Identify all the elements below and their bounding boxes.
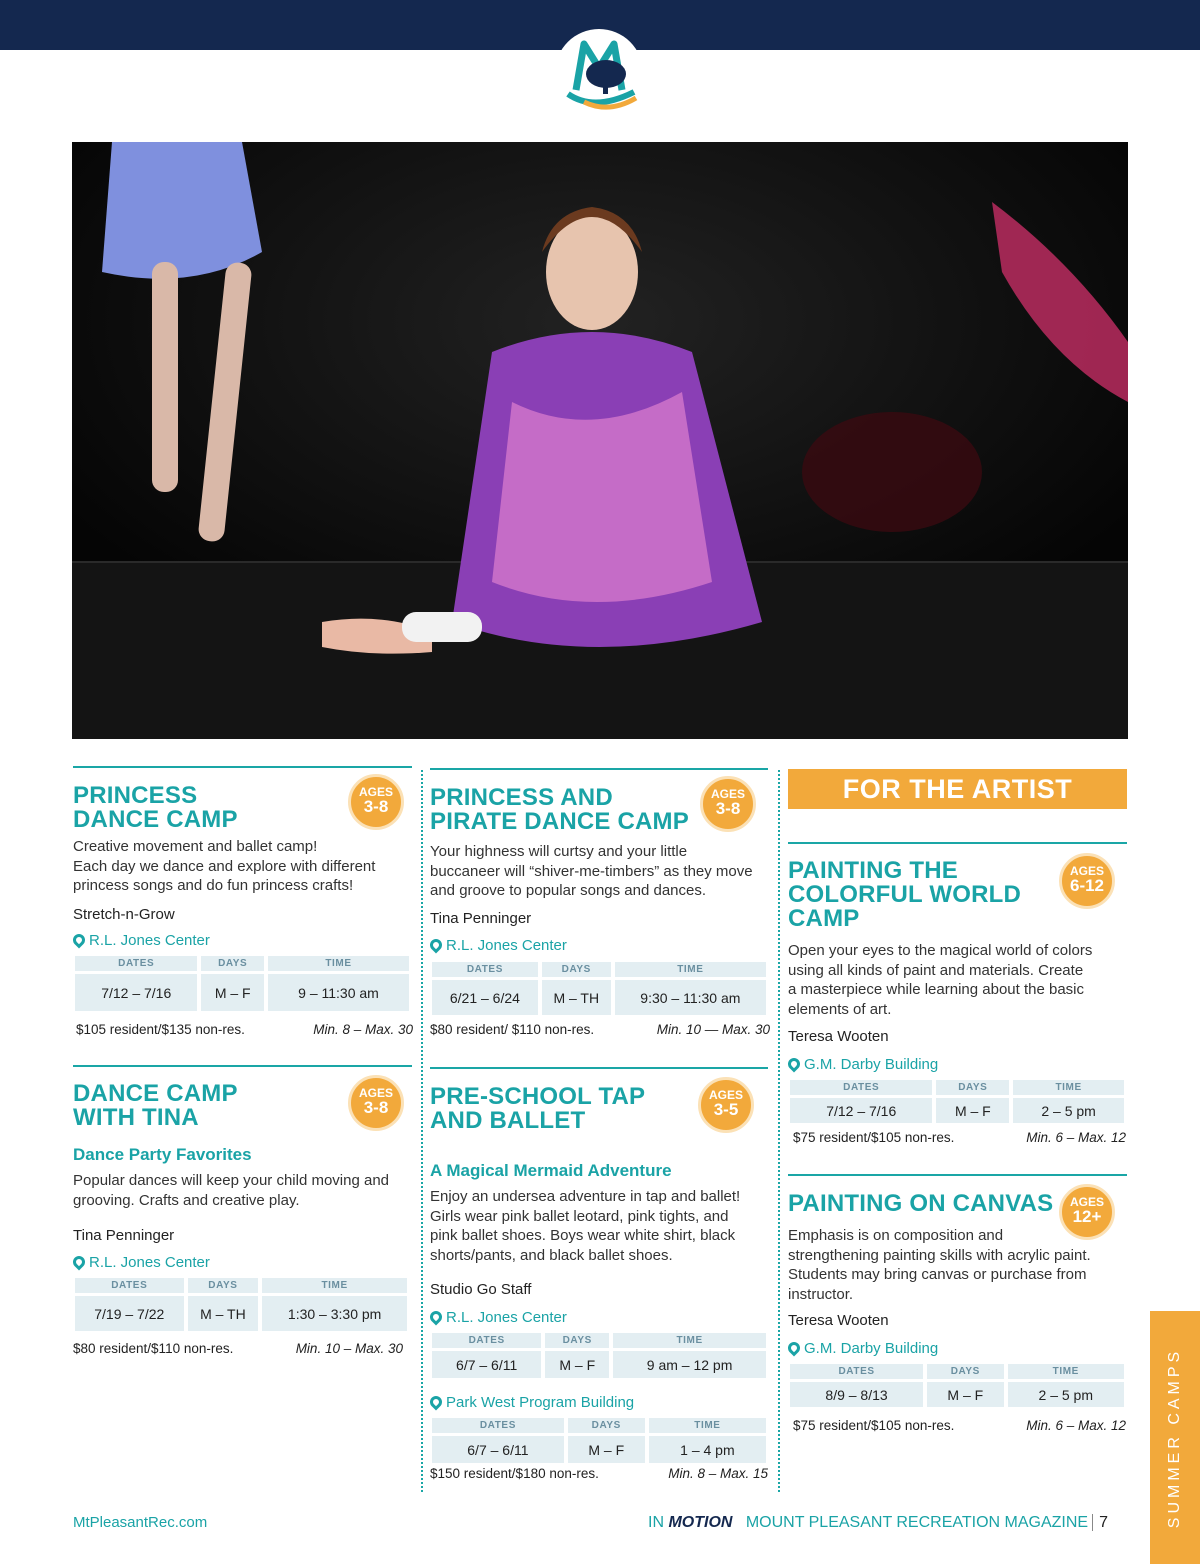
enrollment-limits: Min. 10 – Max. 30 [295,1341,403,1356]
location[interactable]: Park West Program Building [430,1394,634,1411]
section-banner-for-the-artist: FOR THE ARTIST [788,769,1127,809]
camp-description: Popular dances will keep your child moving and grooving. Crafts and creative play. [73,1172,390,1209]
camp-preschool-tap-ballet [430,1067,770,1487]
location-pin-icon [786,1340,803,1357]
schedule-table: DATES DAYS TIME 6/7 – 6/11 M – F 9 am – 12 pm [428,1333,770,1378]
instructor: Studio Go Staff [430,1281,532,1298]
location-pin-icon [71,932,88,949]
price: $80 resident/$110 non-res. [73,1341,234,1356]
instructor: Teresa Wooten [788,1028,889,1045]
camp-painting-colorful-world [788,842,1128,1152]
enrollment-limits: Min. 6 – Max. 12 [1026,1130,1126,1145]
ages-badge: AGES 6-12 [1059,853,1115,909]
website-link[interactable]: MtPleasantRec.com [73,1514,208,1531]
location[interactable]: R.L. Jones Center [73,932,210,949]
instructor: Teresa Wooten [788,1312,889,1329]
camp-title: PAINTING THE COLORFUL WORLD CAMP [788,857,1021,932]
schedule-table: DATES DAYS TIME 6/21 – 6/24 M – TH 9:30 – 11:30 am [428,962,770,1015]
instructor: Tina Penninger [430,910,532,927]
hero-photo [72,142,1128,739]
tree-logo [554,28,644,118]
instructor: Tina Penninger [73,1227,175,1244]
schedule-table: DATES DAYS TIME 6/7 – 6/11 M – F 1 – 4 pm [428,1418,770,1463]
column-divider-2 [778,770,780,1492]
price: $80 resident/ $110 non-res. [430,1022,595,1037]
price: $75 resident/$105 non-res. [793,1418,955,1433]
section-rule [73,1065,412,1067]
price: $105 resident/$135 non-res. [76,1022,245,1037]
ages-badge: AGES 3-8 [700,776,756,832]
ages-badge: AGES 3-8 [348,774,404,830]
camp-title: PRINCESS AND PIRATE DANCE CAMP [430,784,689,835]
price: $75 resident/$105 non-res. [793,1130,955,1145]
camp-title: PRINCESS DANCE CAMP [73,782,238,833]
camp-description: Enjoy an undersea adventure in tap and ballet! Girls wear pink ballet leotard, pink tights, and pink ballet shoes. Boys wear white shirt, black shorts/pants, and black ballet shoes. [430,1188,741,1264]
location[interactable]: G.M. Darby Building [788,1056,938,1073]
location-pin-icon [71,1254,88,1271]
location-pin-icon [786,1056,803,1073]
page-number: 7 [1092,1514,1108,1531]
camp-title: PAINTING ON CANVAS [788,1190,1054,1217]
section-tab-summer-camps: SUMMER CAMPS [1150,1311,1200,1564]
enrollment-limits: Min. 6 – Max. 12 [1026,1418,1126,1433]
camp-dance-with-tina [73,1065,413,1365]
location[interactable]: R.L. Jones Center [73,1254,210,1271]
camp-princess-dance [73,766,413,1056]
instructor: Stretch-n-Grow [73,906,175,923]
camp-title: DANCE CAMP WITH TINA [73,1080,238,1131]
camp-subtitle: A Magical Mermaid Adventure [430,1161,672,1180]
ages-badge: AGES 3-5 [698,1077,754,1133]
location-pin-icon [428,937,445,954]
camp-title: PRE-SCHOOL TAP AND BALLET [430,1083,646,1134]
camp-subtitle: Dance Party Favorites [73,1145,252,1164]
column-divider-1 [421,770,423,1492]
section-rule [430,768,768,770]
schedule-table: DATES DAYS TIME 8/9 – 8/13 M – F 2 – 5 pm [786,1364,1128,1407]
enrollment-limits: Min. 8 – Max. 30 [313,1022,413,1037]
schedule-table: DATES DAYS TIME 7/12 – 7/16 M – F 2 – 5 pm [786,1080,1128,1123]
schedule-table: DATES DAYS TIME 7/12 – 7/16 M – F 9 – 11:30 am [71,956,413,1011]
section-rule [73,766,412,768]
schedule-table: DATES DAYS TIME 7/19 – 7/22 M – TH 1:30 – 3:30 pm [71,1278,411,1331]
location-pin-icon [428,1309,445,1326]
location[interactable]: G.M. Darby Building [788,1340,938,1357]
enrollment-limits: Min. 8 – Max. 15 [668,1466,768,1481]
enrollment-limits: Min. 10 — Max. 30 [656,1022,770,1037]
camp-description: Your highness will curtsy and your little buccaneer will “shiver-me-timbers” as they move and groove to popular songs and dances. [430,843,753,899]
ages-badge: AGES 3-8 [348,1075,404,1131]
section-rule [788,842,1127,844]
magazine-footer: IN MOTION MOUNT PLEASANT RECREATION MAGAZINE 7 [648,1514,1108,1531]
location[interactable]: R.L. Jones Center [430,1309,567,1326]
section-rule [788,1174,1127,1176]
camp-painting-on-canvas [788,1174,1128,1444]
section-rule [430,1067,768,1069]
camp-princess-pirate [430,768,770,1058]
location-pin-icon [428,1394,445,1411]
ages-badge: AGES 12+ [1059,1184,1115,1240]
camp-description: Creative movement and ballet camp! Each day we dance and explore with different princess songs and do fun princess crafts! [73,838,376,894]
camp-description: Emphasis is on composition and strengthening painting skills with acrylic paint. Students may bring canvas or purchase from instructor. [788,1227,1091,1303]
price: $150 resident/$180 non-res. [430,1466,599,1481]
camp-description: Open your eyes to the magical world of colors using all kinds of paint and materials. Create a masterpiece while learning about the basic elements of art. [788,942,1093,1018]
location[interactable]: R.L. Jones Center [430,937,567,954]
